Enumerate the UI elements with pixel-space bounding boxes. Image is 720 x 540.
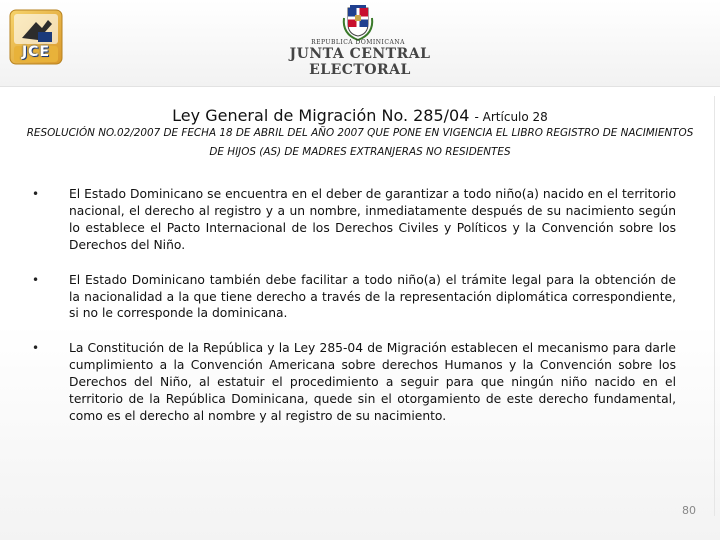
slide-title — [0, 106, 720, 125]
article-reference: - Artículo 28 — [474, 110, 548, 124]
bullet-text: El Estado Dominicano se encuentra en el deber de garantizar a todo niño(a) nacido en el territorio nacional, el derecho al registro y a un nombre, inmediatamente después de su nacimiento según lo establece el Pacto Internacional de los Derechos Civiles y Políticos y la Convención sobre los Derechos del Niño. — [69, 187, 676, 252]
bullet-marker: • — [32, 272, 40, 287]
bullet-text: La Constitución de la República y la Ley 285-04 de Migración establecen el mecanismo para darle cumplimiento a la Convención Americana sobre derechos Humanos y la Convención sobre los Derechos del Niño, al estatuir el procedimiento a seguir para que ningún niño nacido en el territorio de la República Dominicana, quede sin el otorgamiento de este derecho fundamental, como es el derecho al nombre y al registro de su nacimiento. — [69, 341, 676, 423]
resolution-subtitle: RESOLUCIÓN NO.02/2007 DE FECHA 18 DE ABRIL DEL AÑO 2007 QUE PONE EN VIGENCIA EL LIBRO REGISTRO DE NACIMIENTOS DE HIJOS (AS) DE MADRES EXTRANJERAS NO RESIDENTES — [26, 127, 694, 158]
institution-title: JUNTA CENTRAL ELECTORAL — [289, 46, 431, 78]
logo-text: JCE — [21, 44, 51, 60]
page-frame-divider — [700, 96, 715, 516]
bullet-text: El Estado Dominicano también debe facilitar a todo niño(a) el trámite legal para la obtención de la nacionalidad a la que tiene derecho a través de la representación diplomática correspondiente, si no le corresponde la dominicana. — [69, 272, 676, 321]
bullet-marker: • — [32, 187, 40, 201]
bullet-item — [26, 340, 676, 425]
country-name: REPUBLICA DOMINICANA — [311, 39, 405, 46]
bullet-marker: • — [32, 341, 40, 356]
bullet-item — [26, 272, 676, 323]
bullet-list — [26, 186, 676, 443]
law-title: Ley General de Migración No. 285/04 — [172, 106, 470, 125]
coat-of-arms-icon — [340, 4, 376, 42]
header-band — [0, 0, 720, 87]
page-number: 80 — [682, 504, 696, 517]
bullet-item — [26, 186, 676, 254]
